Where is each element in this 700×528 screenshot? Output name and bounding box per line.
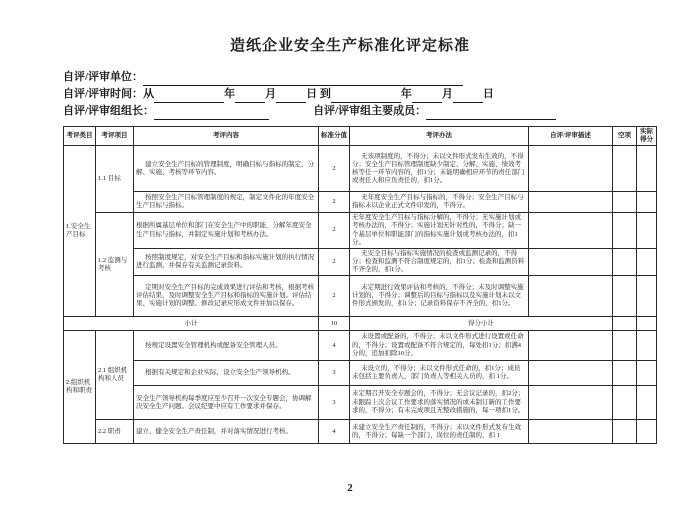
header-actual-score: 实际得分 bbox=[637, 127, 657, 146]
empty-item-cell bbox=[613, 361, 637, 386]
assessment-content-cell: 按照安全生产目标管理制度的规定，制定文件化的年度安全生产目标与指标。 bbox=[134, 192, 319, 213]
standard-score-cell: 2 bbox=[319, 276, 350, 317]
table-row bbox=[64, 386, 657, 420]
month-blank-line bbox=[235, 90, 265, 103]
assessment-content-cell: 安全生产领导机构每季度应至少召开一次安全专题会，协调解决安全生产问题。会议纪要中应有工作要求并保存。 bbox=[134, 386, 319, 420]
subtotal-score-cell: 10 bbox=[319, 317, 350, 331]
standard-score-cell: 2 bbox=[319, 248, 350, 275]
time-label: 自评/评审时间： bbox=[63, 88, 144, 100]
review-description-cell bbox=[529, 192, 613, 213]
form-line-unit bbox=[63, 69, 660, 86]
header-empty-item: 空项 bbox=[613, 127, 637, 146]
assessment-method-cell: 无该项制度的，不得分；未以文件形式发布生效的，不得分；安全生产目标管理制度缺少制定、分解、实施、绩效考核等任一环节内容的，扣1分；未能明确相应环节的责任部门或责任人和应负责任的，扣1分。 bbox=[350, 146, 529, 192]
table-row bbox=[64, 192, 657, 213]
assessment-method-cell: 未建立安全生产责任制的，不得分；未以文件形式发布生效的，不得分；每缺一个部门、岗位的责任制的，扣 1 bbox=[350, 420, 529, 444]
month-label: 月 bbox=[265, 88, 277, 100]
empty-item-cell bbox=[613, 146, 637, 192]
day-blank-line bbox=[276, 90, 306, 103]
review-description-cell bbox=[529, 386, 613, 420]
assessment-content-cell: 根据有关规定和企业实际，设立安全生产领导机构。 bbox=[134, 361, 319, 386]
page-number: 2 bbox=[347, 482, 353, 494]
leader-label: 自评/评审组组长： bbox=[63, 105, 155, 117]
actual-score-cell bbox=[637, 420, 657, 444]
actual-score-cell bbox=[637, 248, 657, 275]
day2-blank-line bbox=[453, 90, 483, 103]
header-content: 考评内容 bbox=[134, 127, 319, 146]
standard-score-cell: 4 bbox=[319, 331, 350, 361]
table-row bbox=[64, 331, 657, 361]
table-row bbox=[64, 361, 657, 386]
empty-item-cell bbox=[613, 386, 637, 420]
assessment-method-cell: 无年度安全生产目标与指标分解的，不得分；无实施计划或考核办法的，不得分；实施计划无针对性的，不得分；缺一个基层单位和职能部门的指标实施计划或考核办法的，扣1分。 bbox=[350, 213, 529, 249]
review-description-cell bbox=[529, 213, 613, 249]
review-description-cell bbox=[529, 276, 613, 317]
standard-score-cell: 3 bbox=[319, 361, 350, 386]
actual-score-cell bbox=[637, 276, 657, 317]
form-header bbox=[63, 69, 660, 120]
leader-blank-line bbox=[154, 107, 269, 120]
table-header-row bbox=[64, 127, 657, 146]
members-blank-line bbox=[426, 107, 556, 120]
category-cell: 1.安全生产目标 bbox=[64, 146, 96, 317]
assessment-content-cell: 定期对安全生产目标的完成效果进行评估和考核，根据考核评估结果，及时调整安全生产目标和指标的实施计划。评估结果、实施计划的调整、修改记录应形成文件并加以保存。 bbox=[134, 276, 319, 317]
unit-label: 自评/评审单位： bbox=[63, 71, 144, 83]
project-cell: 2.1 组织机构和人员 bbox=[96, 331, 134, 420]
subtotal-label-cell: 小计 bbox=[64, 317, 319, 331]
assessment-method-cell: 无安全目标与指标实施情况的检查或监测记录的，不得分；检查和监测不符合制度规定的，扣1分；检查和监测资料不齐全的，扣1分。 bbox=[350, 248, 529, 275]
header-score: 标准分值 bbox=[319, 127, 350, 146]
review-description-cell bbox=[529, 331, 613, 361]
header-project: 考评项目 bbox=[96, 127, 134, 146]
review-description-cell bbox=[529, 146, 613, 192]
actual-score-cell bbox=[637, 386, 657, 420]
form-line-leader bbox=[63, 103, 660, 120]
project-cell: 2.2 职责 bbox=[96, 420, 134, 444]
unit-blank-line bbox=[143, 73, 463, 86]
actual-score-cell bbox=[637, 192, 657, 213]
form-line-time bbox=[63, 86, 660, 103]
project-cell: 1.2 监测与考核 bbox=[96, 213, 134, 317]
month2-blank-line bbox=[412, 90, 442, 103]
assessment-method-cell: 未定期进行效果评估和考核的，不得分；未及时调整实施计划的，不得分；调整后的目标与指标以及实施计划未以文件形式颁发的，扣1分；记录资料保存不齐全的，扣1分。 bbox=[350, 276, 529, 317]
assessment-content-cell: 根据所属基层单位和部门在安全生产中的职能，分解年度安全生产目标与指标，并制定实施计划和考核办法。 bbox=[134, 213, 319, 249]
table-row bbox=[64, 146, 657, 192]
subtotal-row bbox=[64, 317, 657, 331]
assessment-table bbox=[63, 126, 657, 444]
empty-item-cell bbox=[613, 248, 637, 275]
header-method: 考评办法 bbox=[350, 127, 529, 146]
actual-score-cell bbox=[637, 317, 657, 331]
standard-score-cell: 4 bbox=[319, 420, 350, 444]
assessment-content-cell: 建立、健全安全生产责任制，并对落实情况进行考核。 bbox=[134, 420, 319, 444]
empty-item-cell bbox=[613, 420, 637, 444]
empty-item-cell bbox=[613, 331, 637, 361]
assessment-method-cell: 未定期召开安全专题会的，不得分；无会议记录的，扣2分；未跟踪上次会议工作要求的落实情况的或未制订新的工作要求的，不得分；有未完成项且无整改措施的，每一项扣1分。 bbox=[350, 386, 529, 420]
category-cell: 2.组织机构和职责 bbox=[64, 331, 96, 444]
empty-item-cell bbox=[613, 276, 637, 317]
year-label: 年 bbox=[224, 88, 236, 100]
year-blank-line bbox=[154, 90, 224, 103]
assessment-method-cell: 无年度安全生产目标与指标的，不得分；安全生产目标与指标未以企业正式文件印发的，不得分。 bbox=[350, 192, 529, 213]
table-row bbox=[64, 213, 657, 249]
time-from-label: 从 bbox=[143, 88, 155, 100]
assessment-method-cell: 未设立的，不得分；未以文件形式任命的，扣1分；成员未包括主要负责人、部门负责人等相关人员的，扣 1分。 bbox=[350, 361, 529, 386]
time-to-label: 到 bbox=[319, 88, 331, 100]
assessment-content-cell: 按规定设置安全管理机构或配备安全管理人员。 bbox=[134, 331, 319, 361]
table-row bbox=[64, 276, 657, 317]
year2-label: 年 bbox=[400, 88, 412, 100]
review-description-cell bbox=[529, 248, 613, 275]
empty-item-cell bbox=[613, 317, 637, 331]
assessment-content-cell: 建立安全生产目标的管理制度，明确目标与指标的制定、分解、实施、考核等环节内容。 bbox=[134, 146, 319, 192]
month2-label: 月 bbox=[441, 88, 453, 100]
standard-score-cell: 2 bbox=[319, 192, 350, 213]
empty-item-cell bbox=[613, 192, 637, 213]
project-cell: 1.1 目标 bbox=[96, 146, 134, 213]
actual-score-cell bbox=[637, 331, 657, 361]
standard-score-cell: 2 bbox=[319, 146, 350, 192]
empty-item-cell bbox=[613, 213, 637, 249]
day-label: 日 bbox=[306, 88, 318, 100]
page-title: 造纸企业安全生产标准化评定标准 bbox=[229, 38, 470, 54]
assessment-content-cell: 按照制度规定，对安全生产目标和指标实施计划的执行情况进行监测，并保存有关监测记录资料。 bbox=[134, 248, 319, 275]
review-description-cell bbox=[529, 361, 613, 386]
actual-score-cell bbox=[637, 146, 657, 192]
table-row bbox=[64, 420, 657, 444]
review-description-cell bbox=[529, 420, 613, 444]
table-row bbox=[64, 248, 657, 275]
assessment-method-cell: 未设置或配备的，不得分；未以文件形式进行设置或任命的，不得分；设置或配备不符合规定的，每处扣1分；扣满4分的，追加扣除10分。 bbox=[350, 331, 529, 361]
members-label: 自评/评审组主要成员： bbox=[313, 105, 427, 117]
header-category: 考评类目 bbox=[64, 127, 96, 146]
year2-blank-line bbox=[331, 90, 401, 103]
actual-score-cell bbox=[637, 213, 657, 249]
actual-score-cell bbox=[637, 361, 657, 386]
day2-label: 日 bbox=[482, 88, 494, 100]
standard-score-cell: 3 bbox=[319, 386, 350, 420]
header-description: 自评/评审描述 bbox=[529, 127, 613, 146]
subtotal-score-label-cell: 得分小计 bbox=[350, 317, 613, 331]
standard-score-cell: 2 bbox=[319, 213, 350, 249]
